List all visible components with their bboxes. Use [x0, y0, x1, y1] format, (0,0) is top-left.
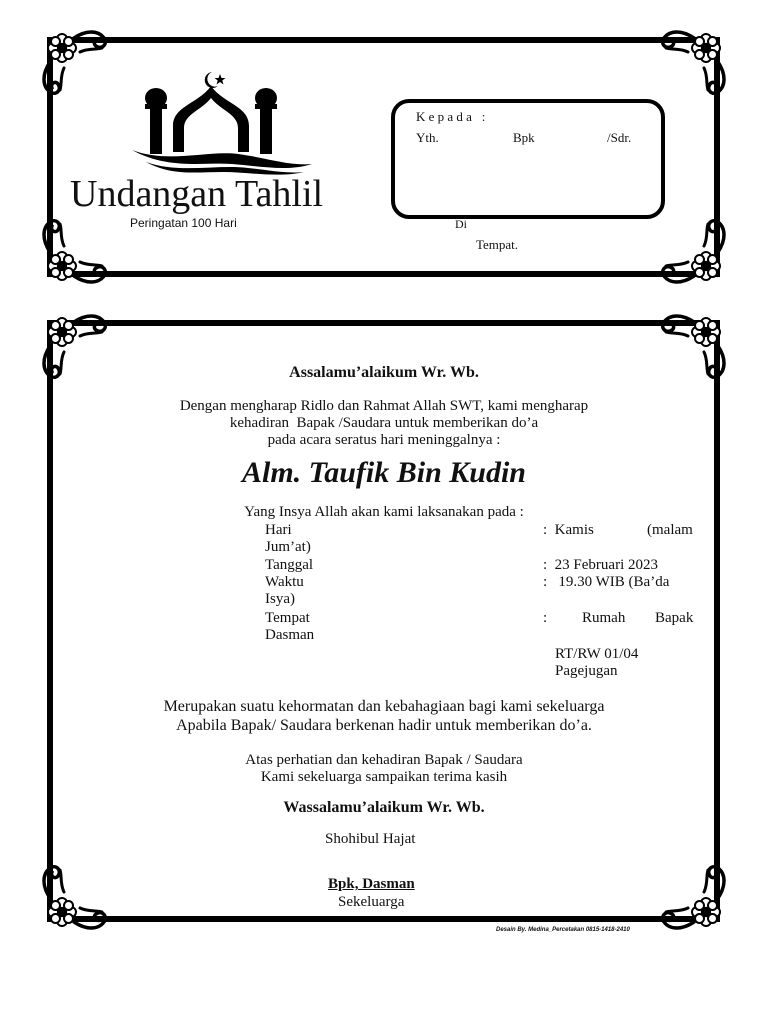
- mosque-logo-icon: [128, 66, 318, 176]
- host-label: Shohibul Hajat: [325, 831, 416, 847]
- waktu-cont: Isya): [265, 591, 295, 607]
- deceased-name: Alm. Taufik Bin Kudin: [241, 456, 526, 489]
- corner-ornament-icon: [40, 860, 112, 932]
- intro-line: kehadiran Bapak /Saudara untuk memberikan do’a: [229, 415, 539, 431]
- sdr-label: /Sdr.: [607, 130, 632, 145]
- invitation-subtitle: Peringatan 100 Hari: [130, 216, 237, 230]
- hari-label: Hari: [265, 522, 292, 538]
- address-line: RT/RW 01/04: [555, 646, 639, 662]
- tempat-value-b: Bapak: [655, 610, 694, 626]
- corner-ornament-icon: [40, 28, 112, 100]
- closing-line: Merupakan suatu kehormatan dan kebahagiaan bagi kami sekeluarga: [163, 698, 605, 715]
- greeting: Assalamu’alaikum Wr. Wb.: [289, 364, 479, 381]
- tanggal-value: : 23 Februari 2023: [543, 557, 658, 573]
- tempat-colon: :: [543, 610, 548, 626]
- tempat-label: Tempat.: [476, 237, 519, 252]
- waktu-label: Waktu: [265, 574, 304, 590]
- tanggal-label: Tanggal: [265, 557, 314, 573]
- corner-ornament-icon: [656, 214, 728, 286]
- address-line: Pagejugan: [555, 663, 618, 679]
- tempat-cont: Dasman: [265, 627, 315, 643]
- intro-line: pada acara seratus hari meninggalnya :: [267, 432, 501, 448]
- tempat-value: Rumah: [582, 610, 626, 626]
- corner-ornament-icon: [656, 28, 728, 100]
- hari-cont: Jum’at): [265, 539, 311, 555]
- host-name: Bpk, Dasman: [328, 876, 415, 892]
- host-family: Sekeluarga: [338, 894, 405, 910]
- invitation-title: Undangan Tahlil: [70, 173, 324, 215]
- di-label: Di: [455, 217, 467, 231]
- corner-ornament-icon: [40, 214, 112, 286]
- thanks-line: Kami sekeluarga sampaikan terima kasih: [260, 769, 508, 785]
- waktu-value: : 19.30 WIB (Ba’da: [543, 574, 670, 590]
- kepada-label: K e p a d a :: [416, 109, 486, 124]
- corner-ornament-icon: [656, 860, 728, 932]
- yth-label: Yth.: [416, 130, 439, 145]
- hari-value: : Kamis: [543, 522, 594, 538]
- farewell: Wassalamu’alaikum Wr. Wb.: [283, 799, 485, 816]
- design-credit: Desain By. Medina_Percetakan 0815-1418-2410: [496, 927, 630, 933]
- closing-line: Apabila Bapak/ Saudara berkenan hadir untuk memberikan do’a.: [176, 717, 592, 734]
- intro-line: Dengan mengharap Ridlo dan Rahmat Allah SWT, kami mengharap: [179, 398, 589, 414]
- bpk-label: Bpk: [513, 130, 535, 145]
- hari-value-b: (malam: [647, 522, 693, 538]
- schedule-intro: Yang Insya Allah akan kami laksanakan pada :: [244, 504, 524, 520]
- thanks-line: Atas perhatian dan kehadiran Bapak / Saudara: [245, 752, 523, 768]
- tempat-detail-label: Tempat: [265, 610, 310, 626]
